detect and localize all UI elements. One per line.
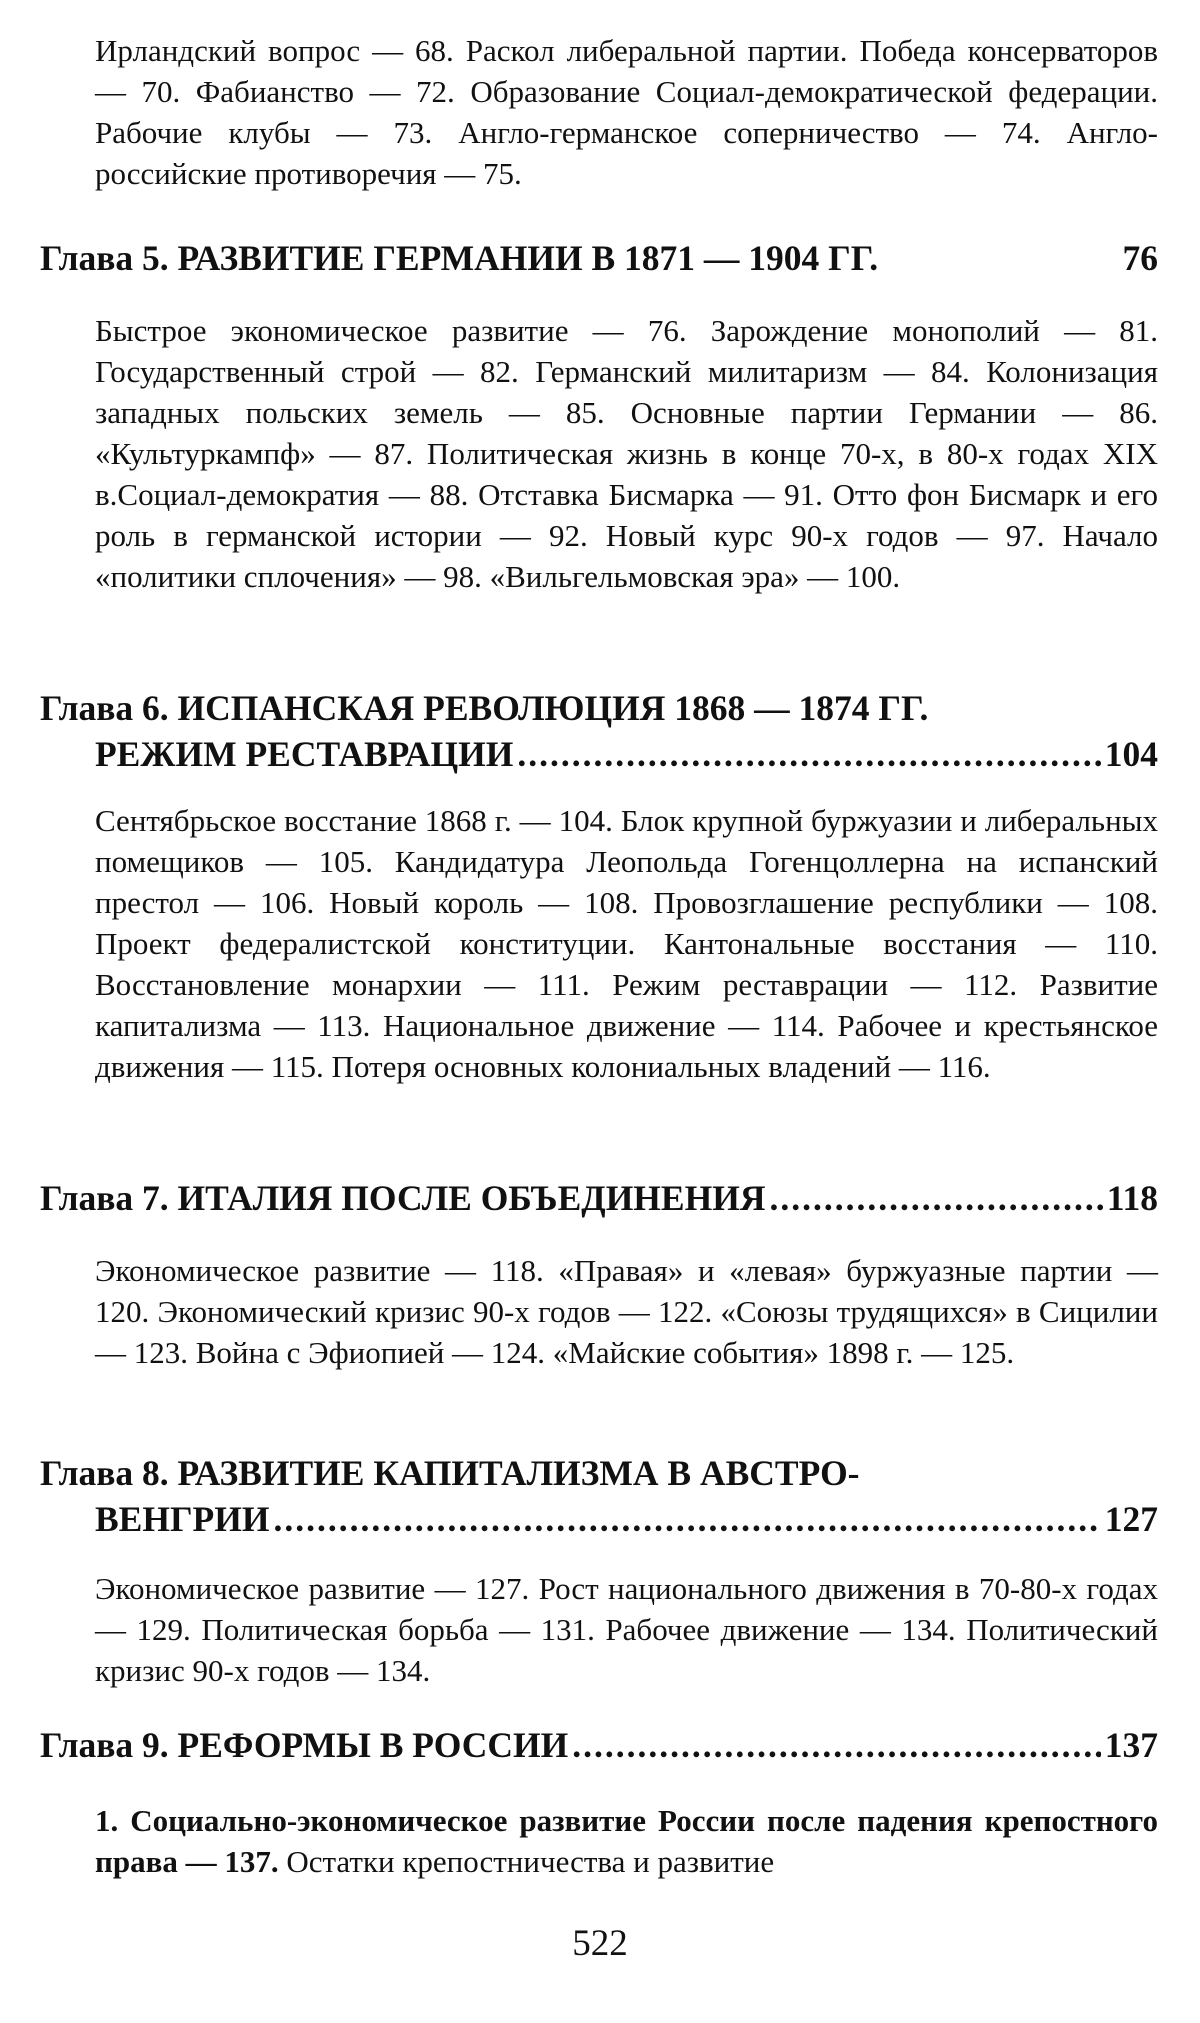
chapter-6-title-line1: Глава 6. ИСПАНСКАЯ РЕВОЛЮЦИЯ 1868 — 1874 ГГ.	[40, 688, 929, 728]
chapter-7-leader-dots	[769, 1175, 1102, 1221]
chapter-8-leader-dots	[273, 1496, 1100, 1542]
chapter-8-page: 127	[1104, 1499, 1158, 1539]
chapter-6-summary: Сентябрьское восстание 1868 г. — 104. Блок крупной буржуазии и либеральных помещиков — 105. Кандидатура Леопольда Гогенцоллерна на испанский престол — 106. Новый король — 108. Провозглашение республики — 108. Проект федералистской конституции. Кантональные восстания — 110. Восстановление монархии — 111. Режим реставрации — 112. Развитие капитализма — 113. Национальное движение — 114. Рабочее и крестьянское движения — 115. Потеря основных колониальных владений — 116.	[95, 803, 1158, 1084]
chapter-9-page: 137	[1104, 1725, 1158, 1765]
chapter-5-title: Глава 5. РАЗВИТИЕ ГЕРМАНИИ В 1871 — 1904 ГГ.	[40, 238, 879, 278]
chapter-8-heading	[40, 1450, 1158, 1542]
chapter-5-heading	[40, 235, 1158, 281]
chapter-5-page: 76	[1122, 238, 1158, 278]
chapter-7-title: Глава 7. ИТАЛИЯ ПОСЛЕ ОБЪЕДИНЕНИЯ	[40, 1178, 766, 1218]
chapter-8-title-line1: Глава 8. РАЗВИТИЕ КАПИТАЛИЗМА В АВСТРО-	[40, 1453, 860, 1493]
chapter-6-heading	[40, 685, 1158, 777]
chapter-9-title: Глава 9. РЕФОРМЫ В РОССИИ	[40, 1725, 569, 1765]
page-number: 522	[572, 1923, 628, 1964]
chapter-6-title-line2: РЕЖИМ РЕСТАВРАЦИИ	[95, 734, 514, 774]
chapter-9-leader-dots	[572, 1722, 1100, 1768]
chapter-7-page: 118	[1106, 1178, 1158, 1218]
chapter-9-summary	[95, 1800, 1158, 1882]
chapter-5-summary: Быстрое экономическое развитие — 76. Зарождение монополий — 81. Государственный строй — 82. Германский милитаризм — 84. Колонизация западных польских земель — 85. Основные партии Германии — 86. «Культуркампф» — 87. Политическая жизнь в конце 70-х, в 80-х годах XIX в.Социал-демократия — 88. Отставка Бисмарка — 91. Отто фон Бисмарк и его роль в германской истории — 92. Новый курс 90-х годов — 97. Начало «политики сплочения» — 98. «Вильгельмовская эра» — 100.	[95, 313, 1158, 594]
chapter-6-page: 104	[1104, 734, 1158, 774]
chapter-8-title-line2: ВЕНГРИИ	[95, 1499, 270, 1539]
chapter-7-heading	[40, 1175, 1158, 1221]
chapter-6-leader-dots	[517, 731, 1100, 777]
chapter-9-section-1-title: 1. Социально-экономическое развитие России после падения крепостного права — 137.	[95, 1803, 1158, 1879]
chapter-8-summary: Экономическое развитие — 127. Рост национального движения в 70-80-х годах — 129. Политическая борьба — 131. Рабочее движение — 134. Политический кризис 90-х годов — 134.	[95, 1571, 1158, 1688]
chapter-9-section-1-text: Остатки крепостничества и развитие	[286, 1844, 775, 1879]
chapter-7-summary: Экономическое развитие — 118. «Правая» и «левая» буржуазные партии — 120. Экономический кризис 90-х годов — 122. «Союзы трудящихся» в Сицилии — 123. Война с Эфиопией — 124. «Майские события» 1898 г. — 125.	[95, 1253, 1158, 1370]
continuation-paragraph: Ирландский вопрос — 68. Раскол либеральной партии. Победа консерваторов — 70. Фабианство — 72. Образование Социал-демократической федерации. Рабочие клубы — 73. Англо-германское соперничество — 74. Англо-российские противоречия — 75.	[95, 33, 1158, 191]
chapter-9-heading	[40, 1722, 1158, 1768]
